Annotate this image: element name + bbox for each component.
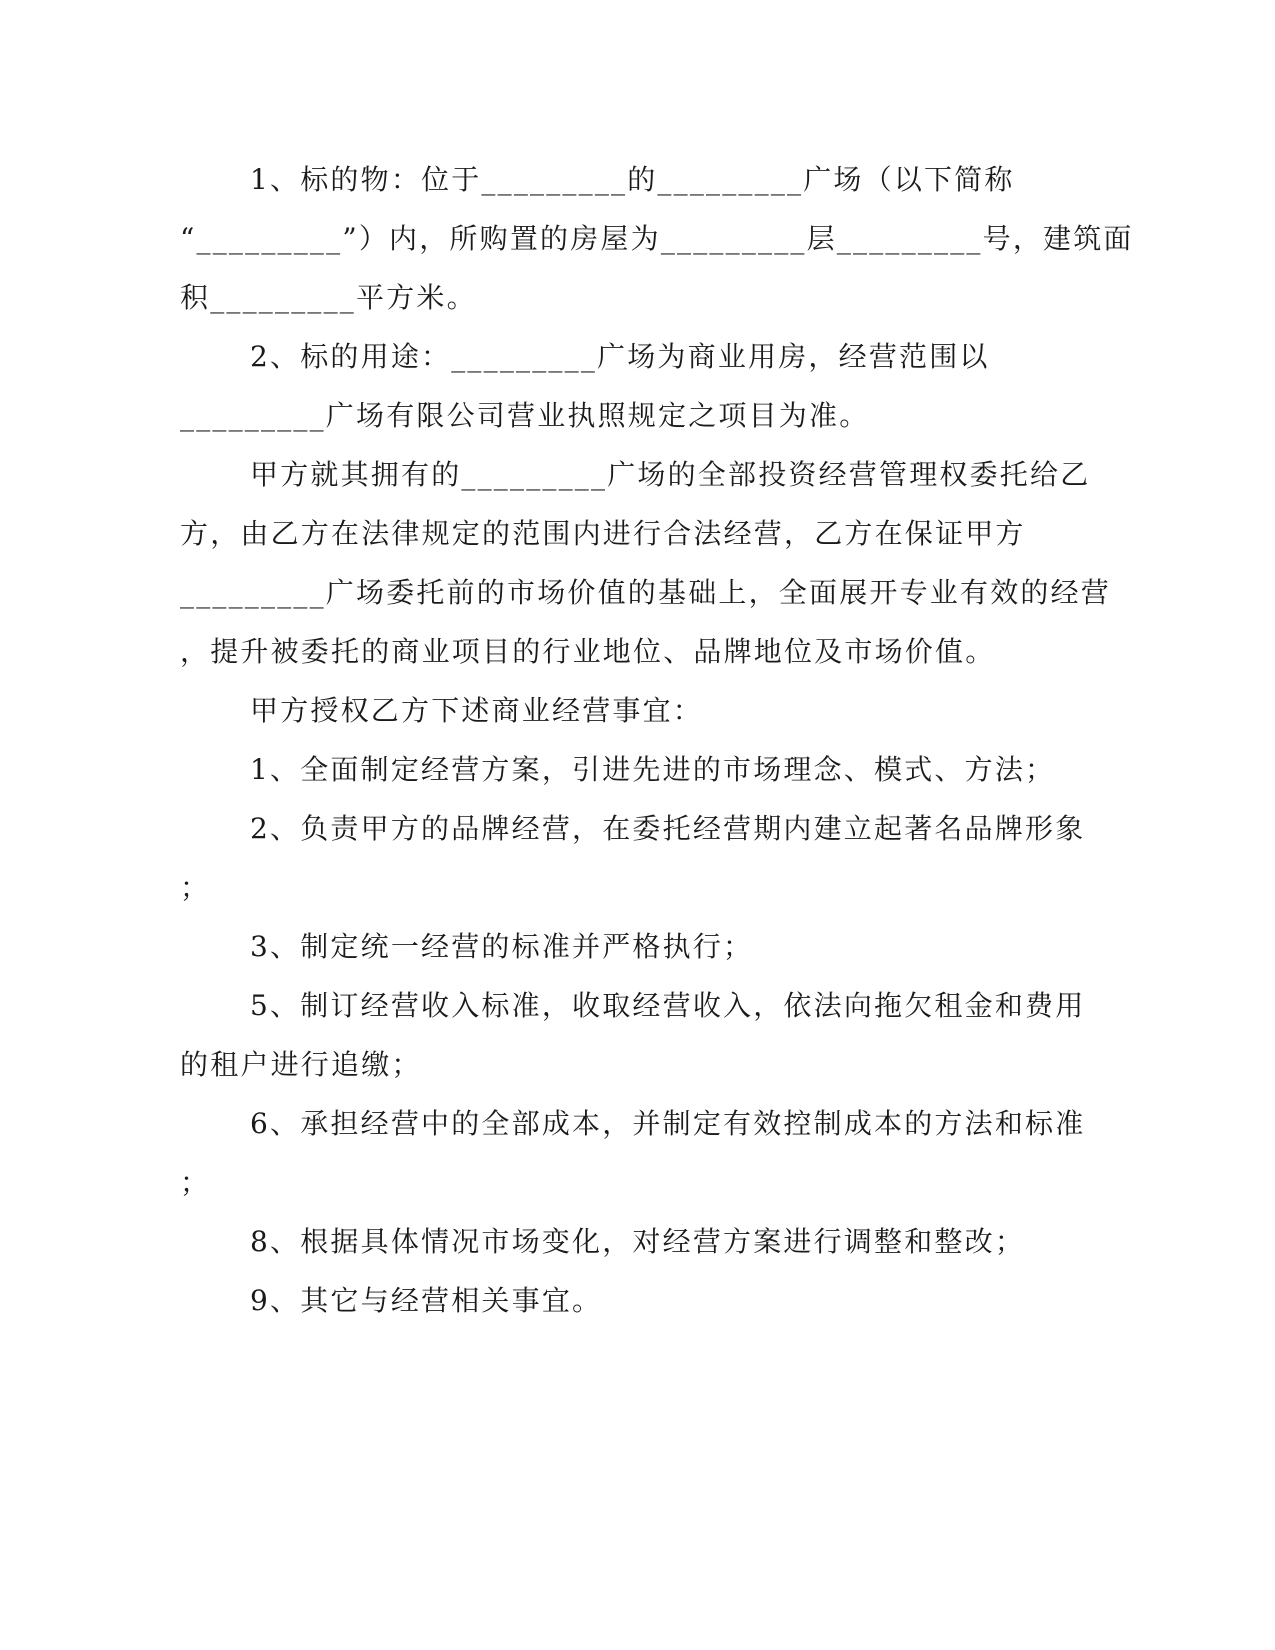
item-1: 1、全面制定经营方案，引进先进的市场理念、模式、方法； bbox=[250, 753, 1056, 786]
item-2-line-1: 2、负责甲方的品牌经营，在委托经营期内建立起著名品牌形象 bbox=[250, 812, 1086, 845]
item-2-line-2: ； bbox=[180, 871, 211, 904]
item-5-line-1: 5、制订经营收入标准，收取经营收入，依法向拖欠租金和费用 bbox=[250, 989, 1086, 1022]
item-8: 8、根据具体情况市场变化，对经营方案进行调整和整改； bbox=[250, 1225, 1026, 1258]
clause-1-line-2: “_________”）内，所购置的房屋为_________层_________号，建筑面 bbox=[180, 222, 1134, 255]
item-6-line-2: ； bbox=[180, 1166, 211, 1199]
item-3: 3、制定统一经营的标准并严格执行； bbox=[250, 930, 754, 963]
paragraph-delegation-line-1: 甲方就其拥有的_________广场的全部投资经营管理权委托给乙 bbox=[250, 458, 1091, 491]
paragraph-delegation-line-3: _________广场委托前的市场价值的基础上，全面展开专业有效的经营 bbox=[180, 576, 1112, 609]
item-5-line-2: 的租户进行追缴； bbox=[180, 1048, 422, 1081]
clause-1-line-1: 1、标的物：位于_________的_________广场（以下简称 bbox=[250, 163, 1015, 196]
clause-2-line-2: _________广场有限公司营业执照规定之项目为准。 bbox=[180, 399, 870, 432]
item-9: 9、其它与经营相关事宜。 bbox=[250, 1284, 603, 1317]
paragraph-delegation-line-4: ，提升被委托的商业项目的行业地位、品牌地位及市场价值。 bbox=[180, 635, 996, 668]
clause-2-line-1: 2、标的用途：_________广场为商业用房，经营范围以 bbox=[250, 340, 990, 373]
clause-1-line-3: 积_________平方米。 bbox=[180, 281, 477, 314]
authorization-heading: 甲方授权乙方下述商业经营事宜： bbox=[250, 694, 704, 727]
paragraph-delegation-line-2: 方，由乙方在法律规定的范围内进行合法经营，乙方在保证甲方 bbox=[180, 517, 1026, 550]
item-6-line-1: 6、承担经营中的全部成本，并制定有效控制成本的方法和标准 bbox=[250, 1107, 1086, 1140]
